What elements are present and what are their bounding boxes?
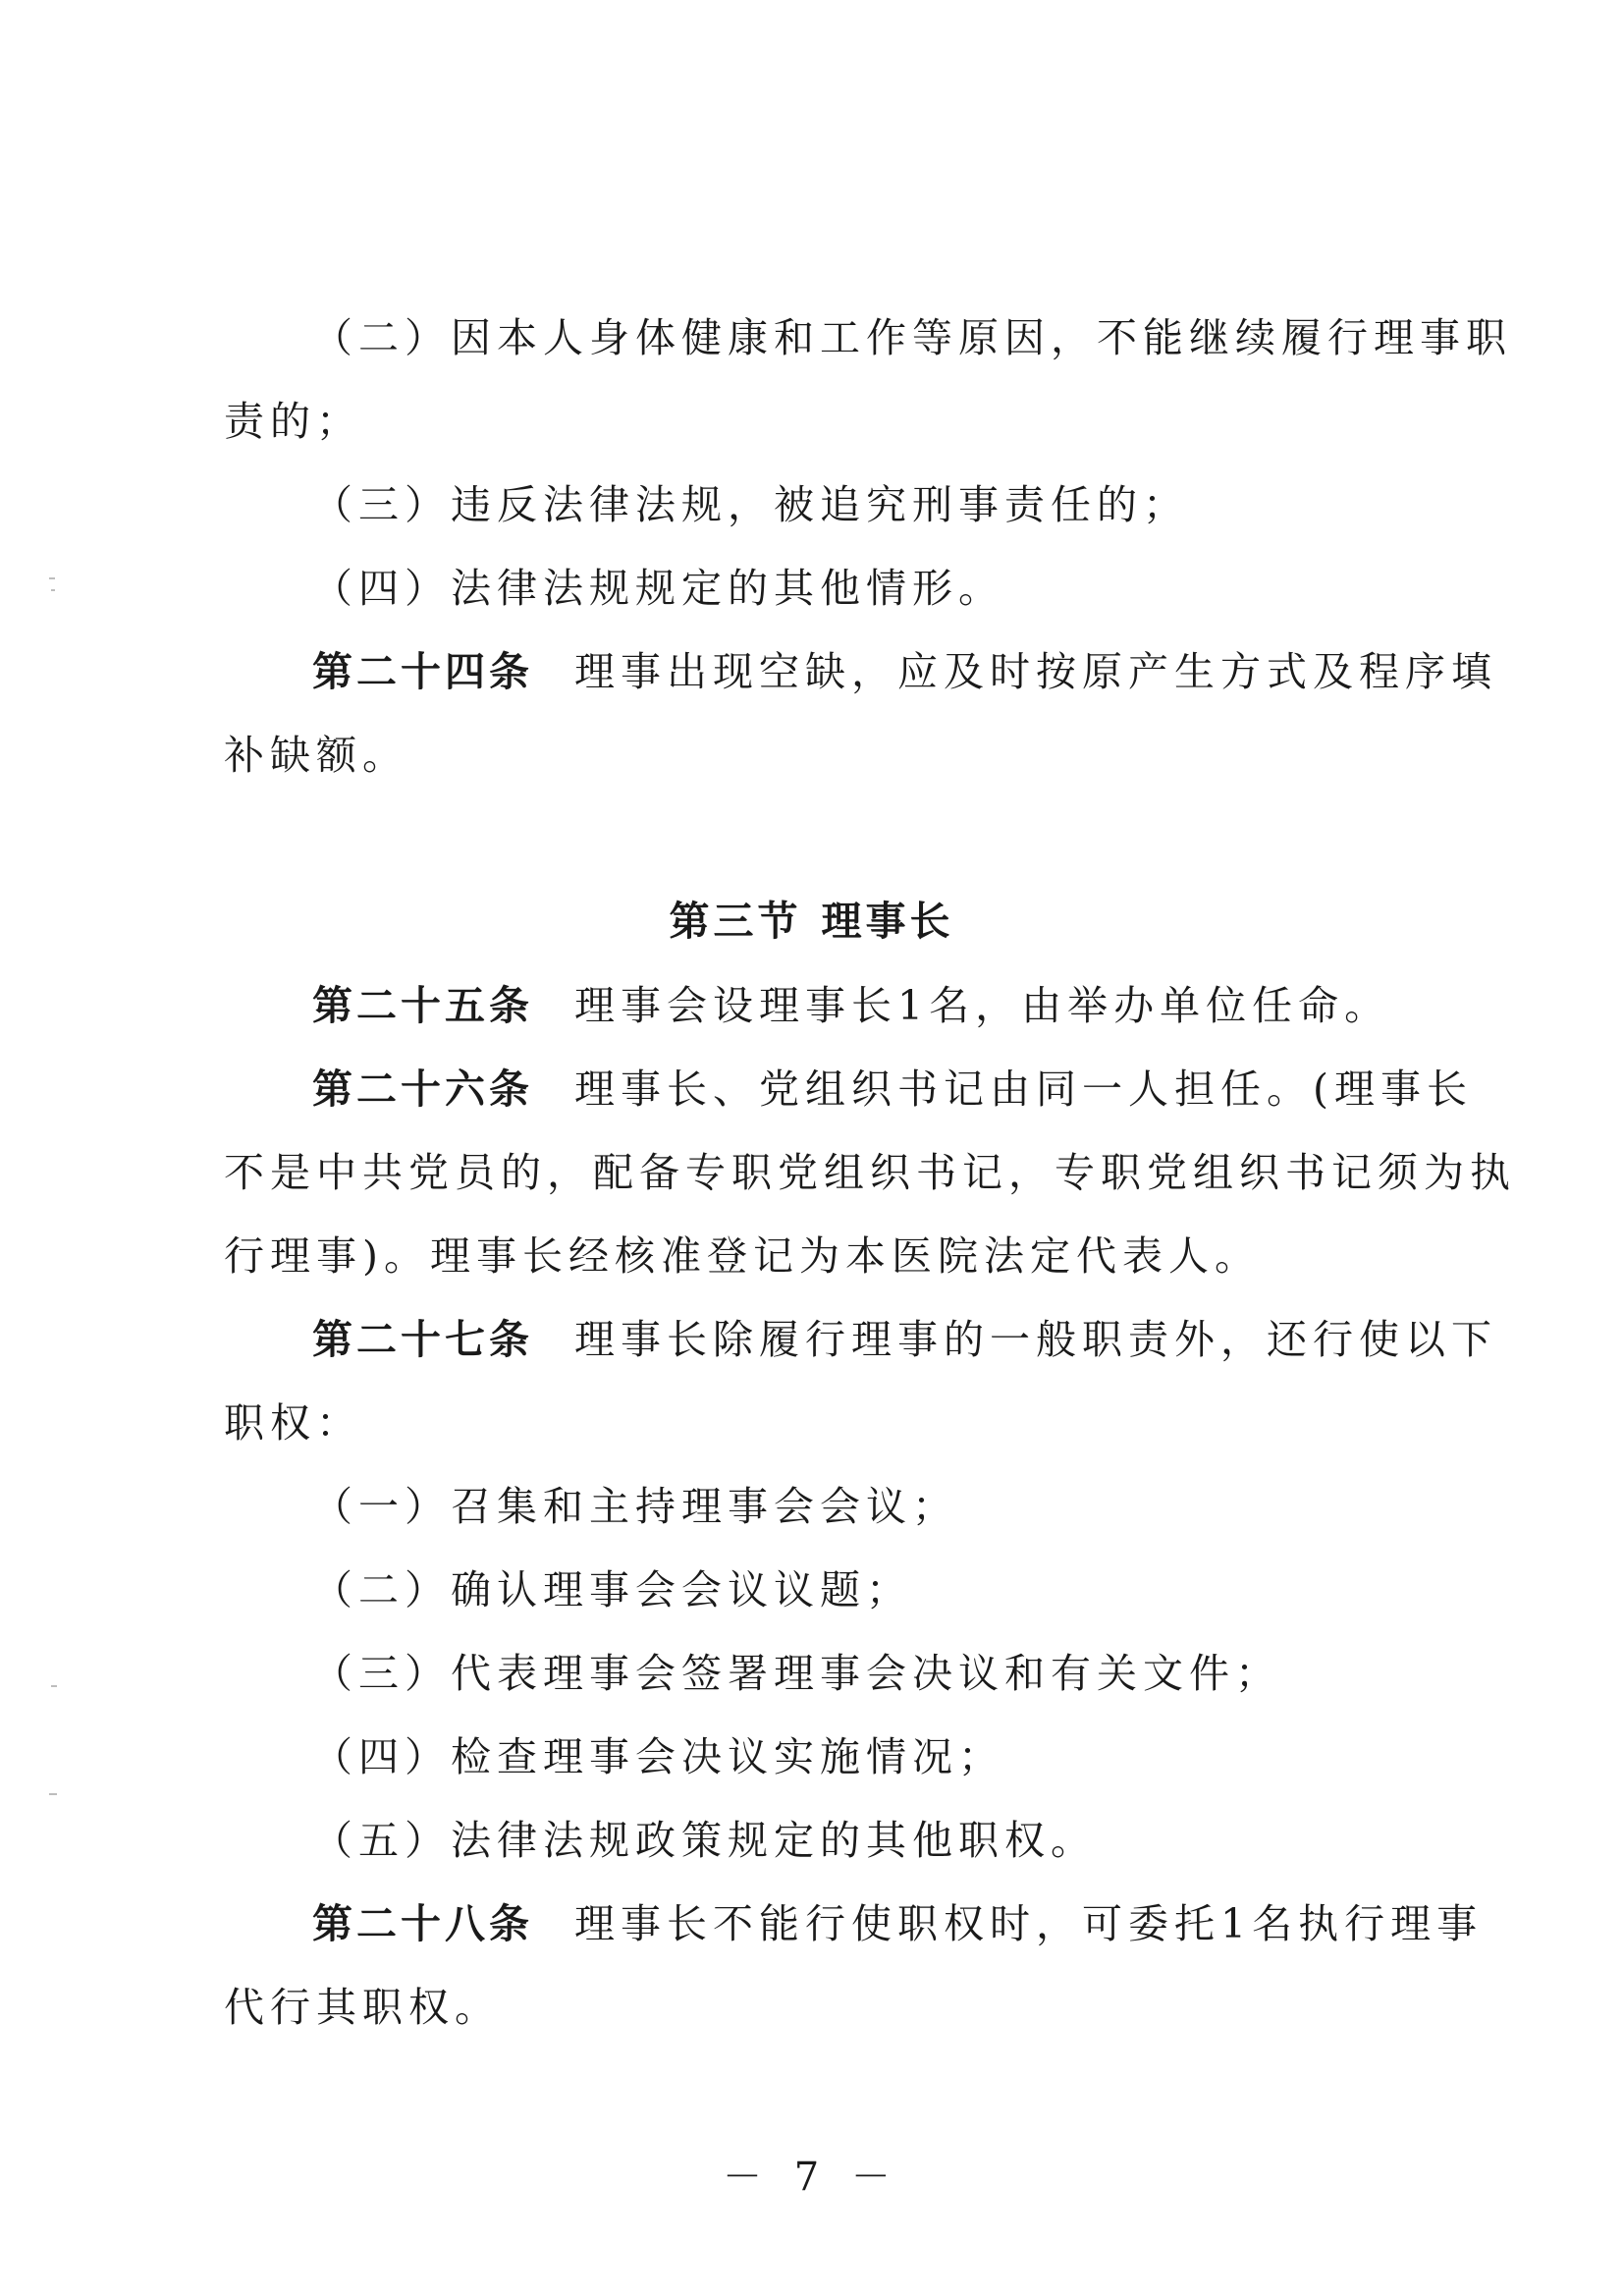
article-25 — [312, 978, 1520, 1033]
article-text: 理事会设理事长1名，由举办单位任命。 — [574, 982, 1391, 1029]
scan-mark — [49, 1793, 57, 1795]
list-item: （二）确认理事会会议议题； — [312, 1566, 912, 1613]
section-title — [0, 894, 1623, 949]
list-item: （一）召集和主持理事会会议； — [312, 1483, 958, 1530]
paragraph-continuation: 责的； — [224, 398, 362, 445]
article-text: 理事长除履行理事的一般职责外，还行使以下 — [574, 1316, 1497, 1363]
article-24 — [312, 644, 1520, 699]
paragraph-continuation: 职权： — [224, 1399, 362, 1447]
list-item: （四）检查理事会决议实施情况； — [312, 1733, 1004, 1780]
list-item: （三）代表理事会签署理事会决议和有关文件； — [312, 1650, 1281, 1697]
section-number: 第三节 — [669, 898, 802, 945]
list-item: （五）法律法规政策规定的其他职权。 — [312, 1817, 1097, 1864]
list-item: （四）法律法规规定的其他情形。 — [312, 565, 1004, 612]
article-heading: 第二十六条 — [312, 1066, 533, 1113]
scan-mark — [49, 577, 55, 579]
scan-mark — [51, 1685, 57, 1687]
page-number: － 7 － — [723, 2155, 900, 2200]
paragraph-continuation: 行理事)。理事长经核准登记为本医院法定代表人。 — [224, 1232, 1261, 1280]
article-text: 理事出现空缺，应及时按原产生方式及程序填 — [574, 648, 1497, 695]
paragraph-continuation: 补缺额。 — [224, 732, 408, 779]
article-text: 理事长、党组织书记由同一人担任。(理事长 — [574, 1066, 1473, 1113]
list-item: （三）违反法律法规，被追究刑事责任的； — [312, 481, 1189, 528]
paragraph-continuation: 不是中共党员的，配备专职党组织书记，专职党组织书记须为执 — [224, 1149, 1516, 1196]
article-heading: 第二十七条 — [312, 1316, 533, 1363]
article-27 — [312, 1312, 1520, 1367]
section-name: 理事长 — [821, 898, 954, 945]
paragraph-continuation: 代行其职权。 — [224, 1984, 501, 2031]
article-text: 理事长不能行使职权时，可委托1名执行理事 — [574, 1900, 1484, 1947]
scan-mark — [51, 589, 55, 591]
list-item: （二）因本人身体健康和工作等原因，不能继续履行理事职 — [312, 314, 1512, 361]
article-heading: 第二十四条 — [312, 648, 533, 695]
article-26 — [312, 1062, 1520, 1117]
article-28 — [312, 1896, 1520, 1951]
article-heading: 第二十八条 — [312, 1900, 533, 1947]
article-heading: 第二十五条 — [312, 982, 533, 1029]
